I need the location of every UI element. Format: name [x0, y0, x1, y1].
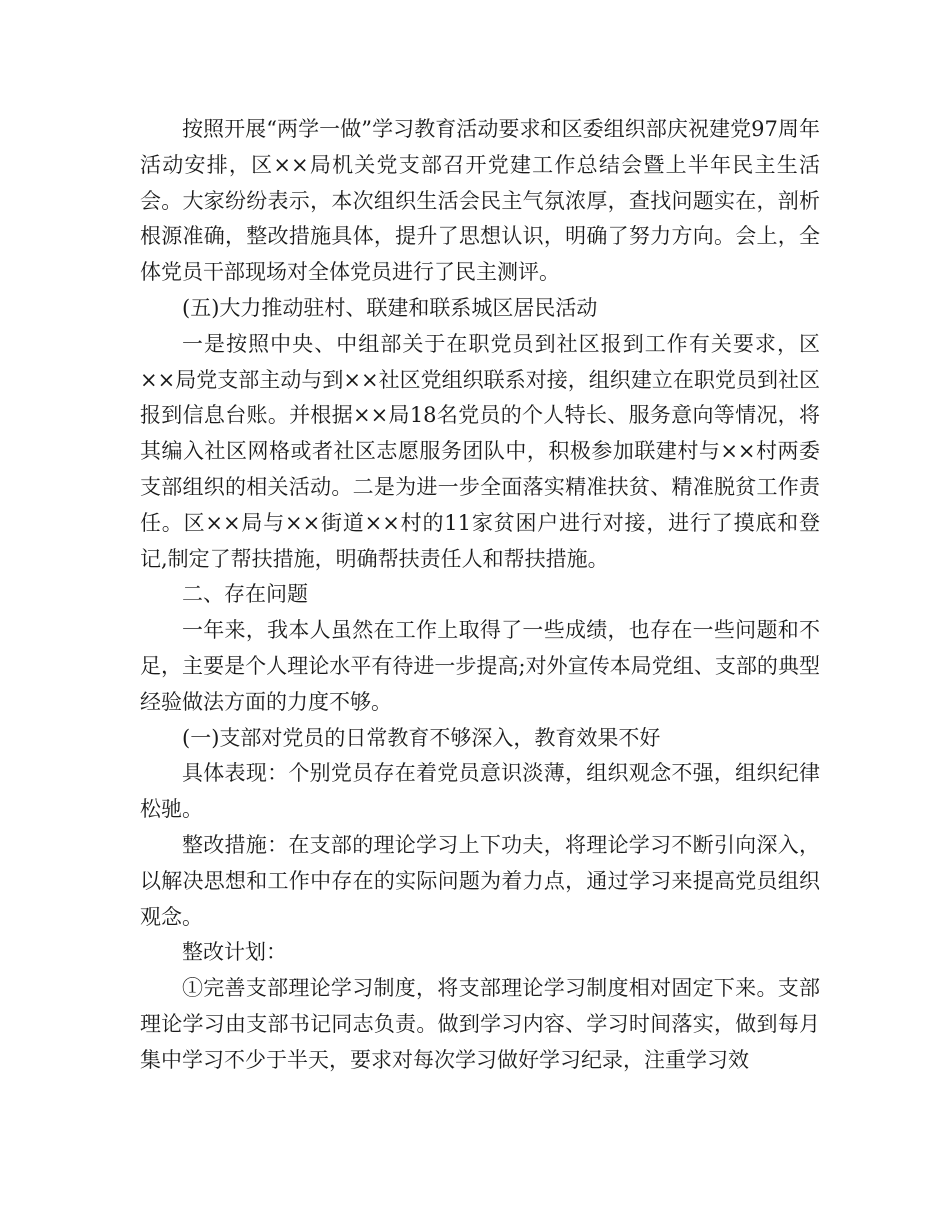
paragraph-activity-summary: 按照开展“两学一做”学习教育活动要求和区委组织部庆祝建党97周年活动安排，区××局机关党支部召开党建工作总结会暨上半年民主生活会。大家纷纷表示，本次组织生活会民主气氛浓厚，查找问题实在，剖析根源准确，整改措施具体，提升了思想认识，明确了努力方向。会上，全体党员干部现场对全体党员进行了民主测评。 [140, 117, 820, 285]
paragraph-plan-label: 整改计划： [182, 940, 287, 965]
section-heading-problems: 二、存在问题 [182, 582, 308, 607]
paragraph-measures: 整改措施：在支部的理论学习上下功夫，将理论学习不断引向深入，以解决思想和工作中存在的实际问题为着力点，通过学习来提高党员组织观念。 [140, 832, 820, 929]
paragraph-plan-item-1: ①完善支部理论学习制度，将支部理论学习制度相对固定下来。支部理论学习由支部书记同志负责。做到学习内容、学习时间落实，做到每月集中学习不少于半天，要求对每次学习做好学习纪录，注重学习效 [140, 976, 820, 1072]
paragraph-manifestation: 具体表现：个别党员存在着党员意识淡薄，组织观念不强，组织纪律松驰。 [140, 761, 820, 822]
subheading-education: (一)支部对党员的日常教育不够深入，教育效果不好 [182, 725, 661, 750]
paragraph-community-work: 一是按照中央、中组部关于在职党员到社区报到工作有关要求，区××局党支部主动与到××社区党组织联系对接，组织建立在职党员到社区报到信息台账。并根据××局18名党员的个人特长、服务意向等情况，将其编入社区网格或者社区志愿服务团队中，积极参加联建村与××村两委支部组织的相关活动。二是为进一步全面落实精准扶贫、精准脱贫工作责任。区××局与××街道××村的11家贫困户进行对接，进行了摸底和登记,制定了帮扶措施，明确帮扶责任人和帮扶措施。 [140, 331, 820, 571]
document-body [140, 112, 820, 1079]
paragraph-problems-overview: 一年来，我本人虽然在工作上取得了一些成绩，也存在一些问题和不足，主要是个人理论水平有待进一步提高;对外宣传本局党组、支部的典型经验做法方面的力度不够。 [140, 618, 820, 714]
section-heading-five: (五)大力推动驻村、联建和联系城区居民活动 [182, 295, 598, 320]
